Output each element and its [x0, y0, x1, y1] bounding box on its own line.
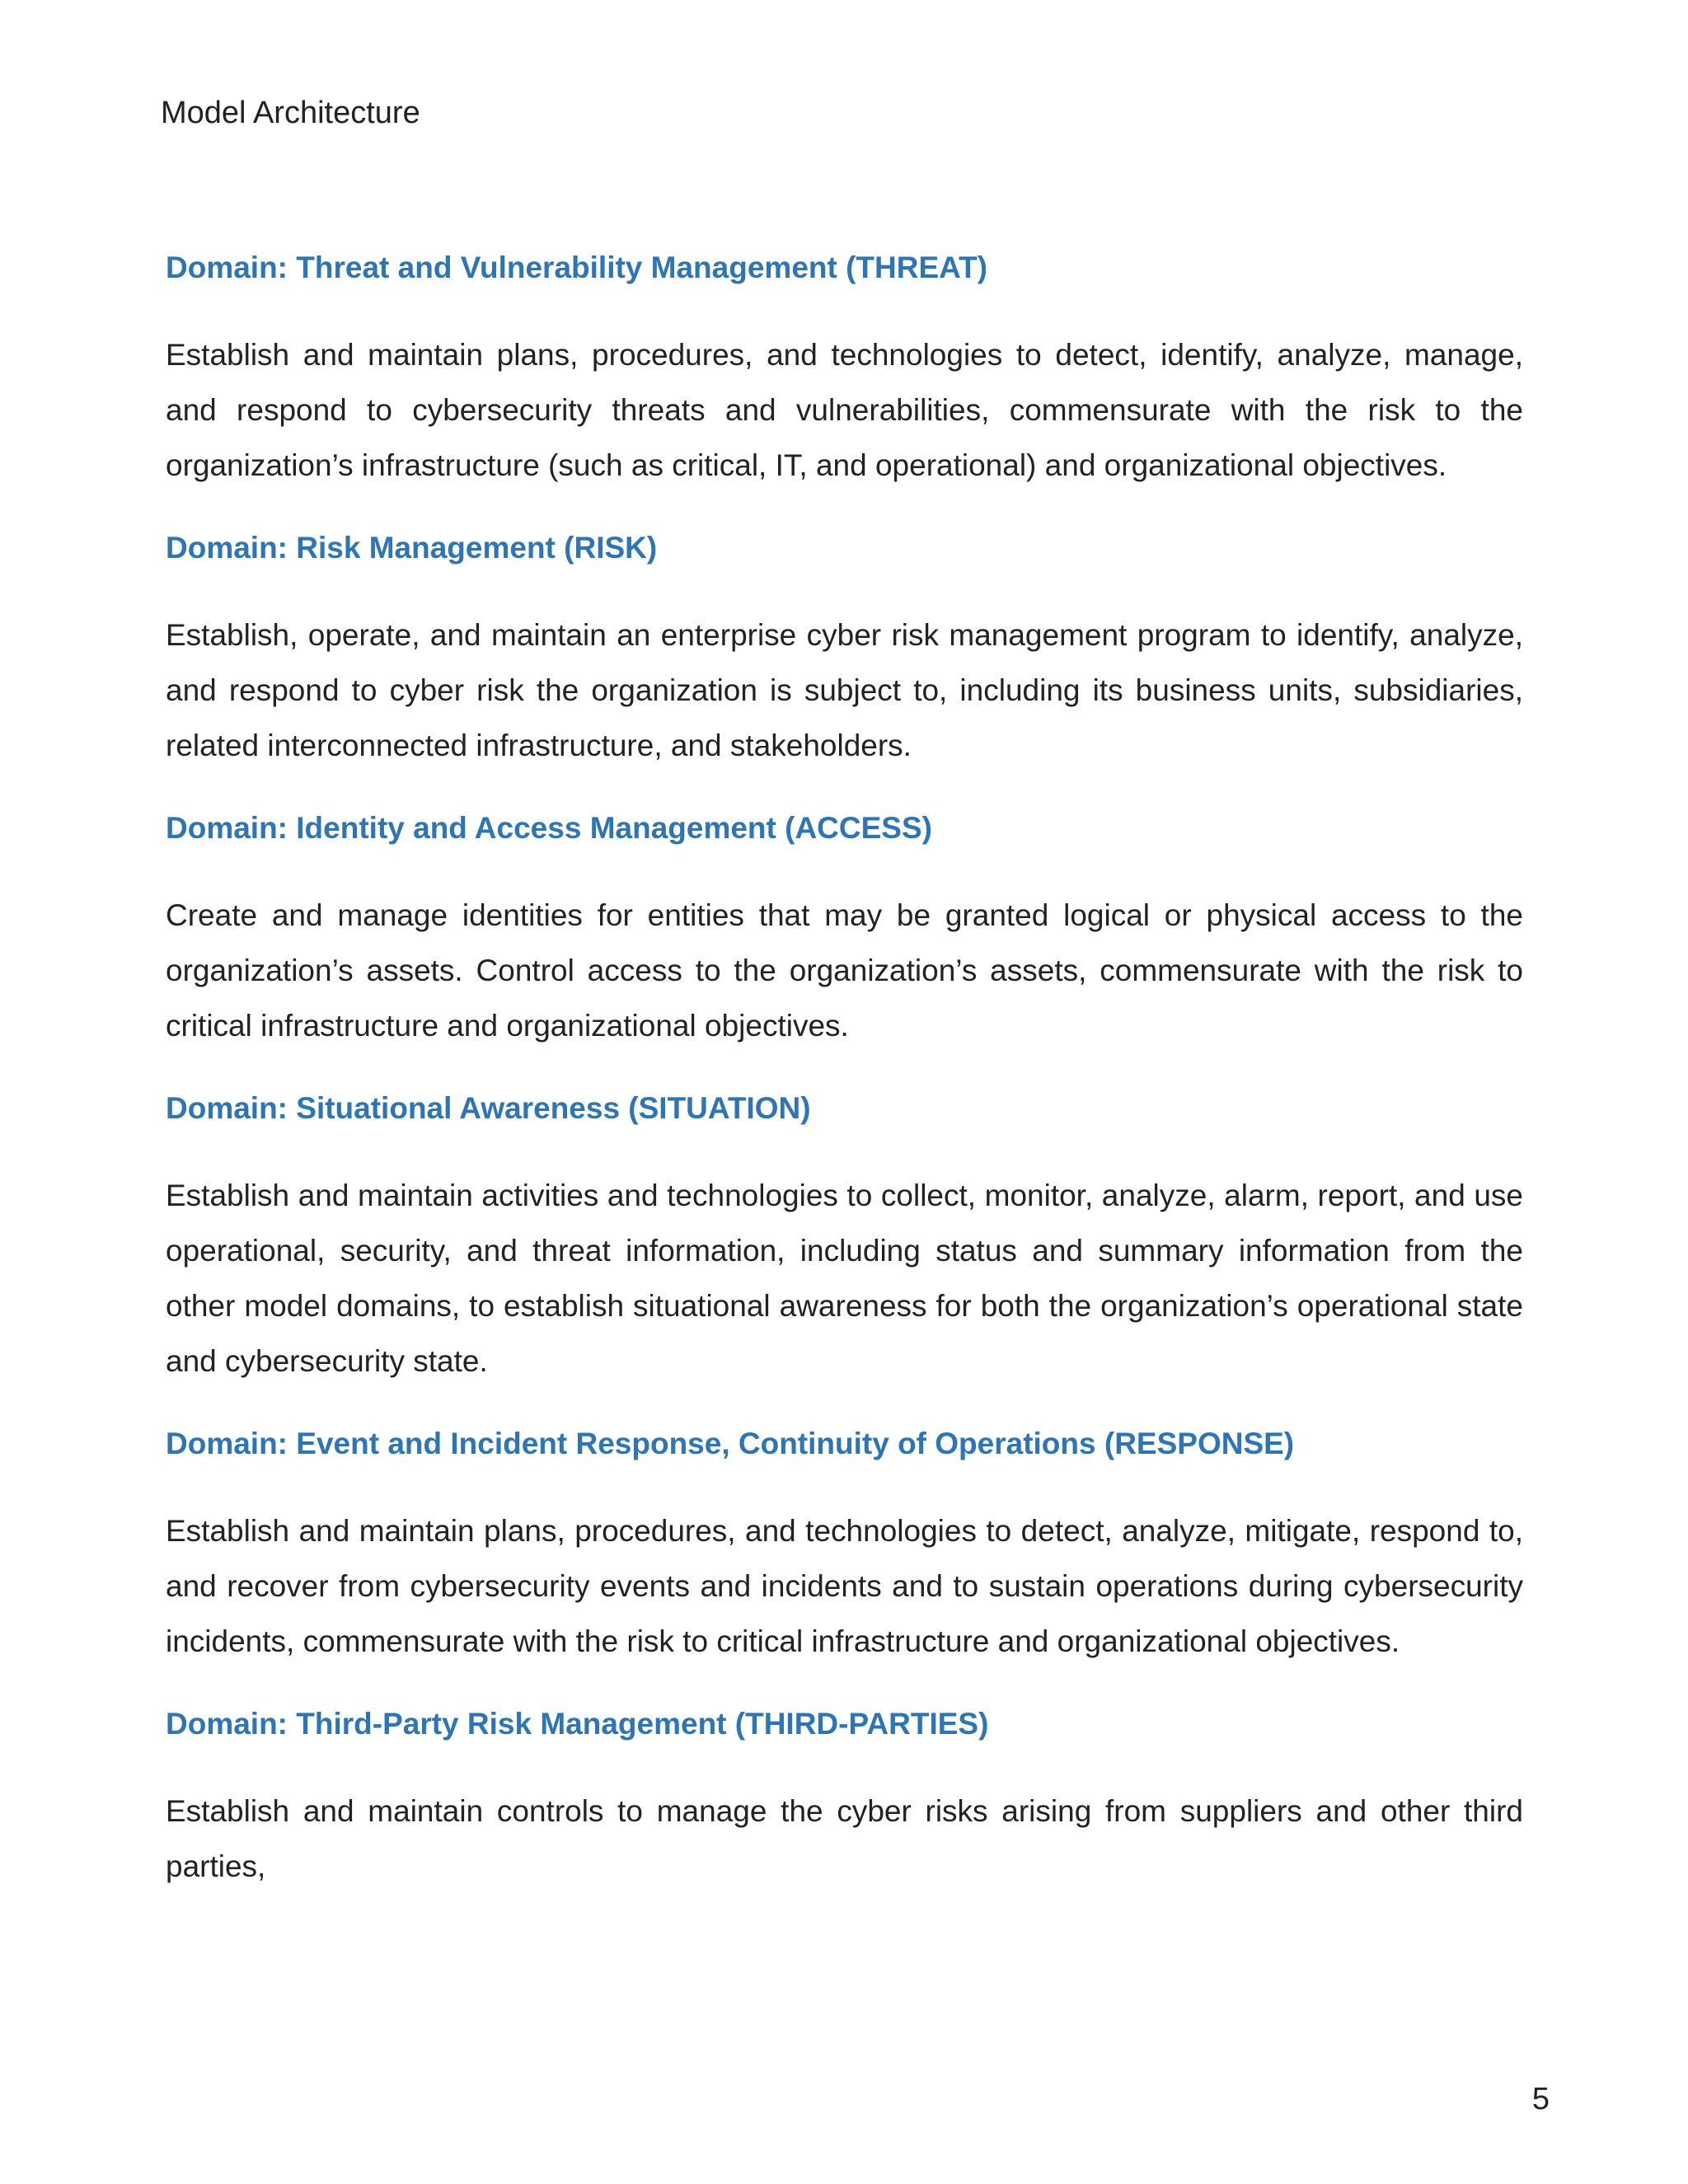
document-body — [166, 247, 1523, 1929]
domain-description: Establish, operate, and maintain an enterprise cyber risk management program to identify, analyze, and respond to cyber risk the organization is subject to, including its business units, subsidiaries, related interconnected infrastructure, and stakeholders. — [166, 618, 1523, 762]
domain-section-access — [166, 808, 1523, 1053]
domain-heading: Domain: Identity and Access Management (ACCESS) — [166, 811, 932, 845]
domain-description: Establish and maintain plans, procedures, and technologies to detect, analyze, mitigate, respond to, and recover from cybersecurity events and incidents and to sustain operations during cybersecurity incidents, commensurate with the risk to critical infrastructure and organizational objectives. — [166, 1514, 1523, 1658]
page-number: 5 — [1531, 2082, 1550, 2116]
running-header-title: Model Architecture — [161, 96, 420, 130]
domain-section-threat — [166, 247, 1523, 493]
domain-section-response — [166, 1423, 1523, 1669]
domain-heading: Domain: Threat and Vulnerability Management (THREAT) — [166, 251, 988, 284]
domain-description: Establish and maintain plans, procedures, and technologies to detect, identify, analyze, manage, and respond to cybersecurity threats and vulnerabilities, commensurate with the risk to the organization’s infrastructure (such as critical, IT, and operational) and organizational objectives. — [166, 338, 1523, 482]
domain-heading: Domain: Third-Party Risk Management (THIRD-PARTIES) — [166, 1707, 989, 1741]
domain-heading: Domain: Risk Management (RISK) — [166, 531, 658, 565]
domain-section-risk — [166, 527, 1523, 773]
domain-description: Establish and maintain activities and technologies to collect, monitor, analyze, alarm, report, and use operational, security, and threat information, including status and summary information from the other model domains, to establish situational awareness for both the organization’s operational state and cybersecurity state. — [166, 1179, 1523, 1378]
domain-description: Establish and maintain controls to manage the cyber risks arising from suppliers and other third parties, — [166, 1794, 1523, 1883]
domain-section-third-parties — [166, 1704, 1523, 1894]
domain-heading: Domain: Event and Incident Response, Continuity of Operations (RESPONSE) — [166, 1427, 1295, 1460]
domain-heading: Domain: Situational Awareness (SITUATION) — [166, 1091, 811, 1125]
domain-description: Create and manage identities for entities that may be granted logical or physical access to the organization’s assets. Control access to the organization’s assets, commensurate with the risk to critical infrastructure and organizational objectives. — [166, 898, 1523, 1043]
domain-section-situation — [166, 1088, 1523, 1389]
